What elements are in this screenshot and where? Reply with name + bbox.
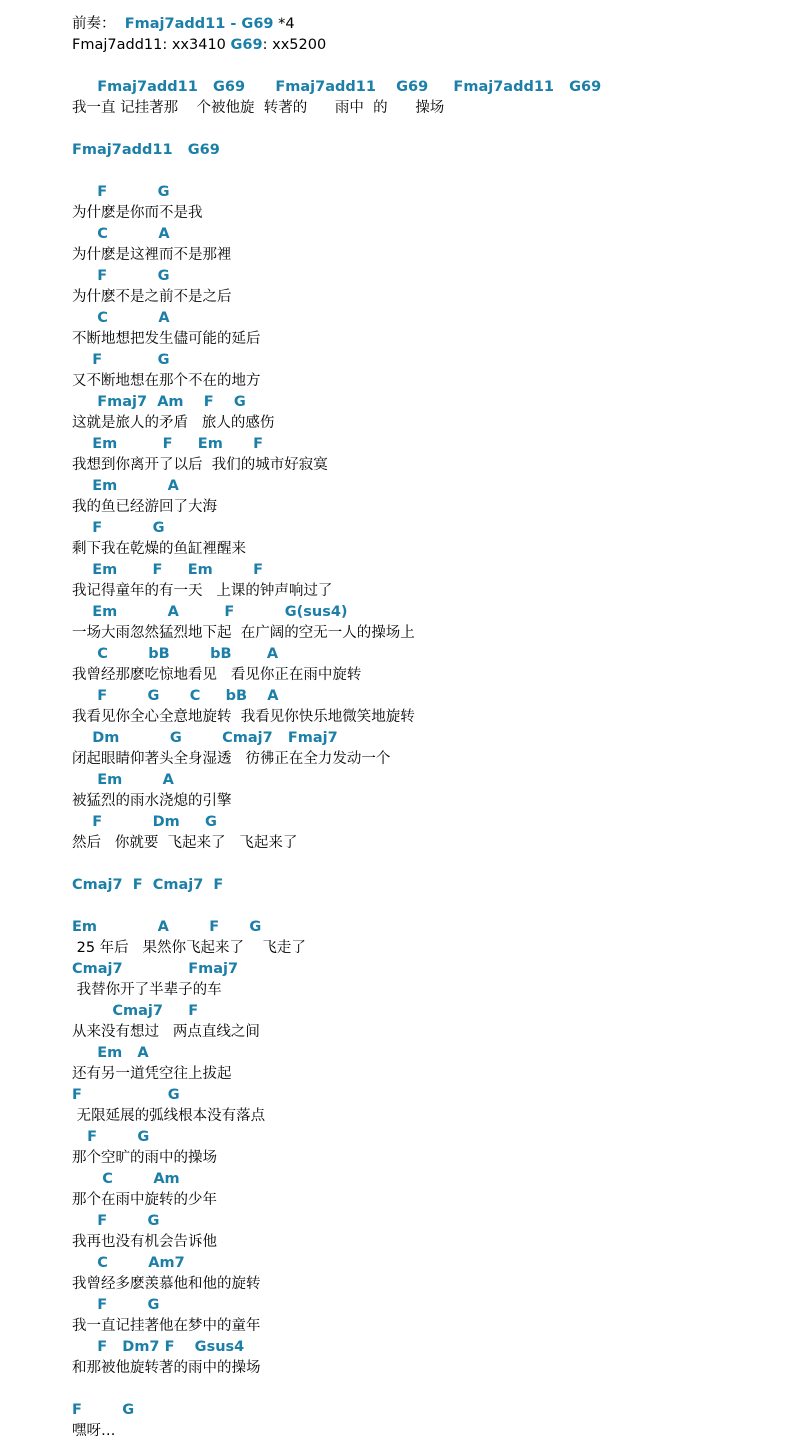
chord-line: Fmaj7add11 G69: [72, 142, 220, 158]
section-interlude: [72, 854, 793, 896]
blank-line: [72, 1379, 793, 1400]
chord-line: Cmaj7 Fmaj7: [72, 961, 239, 977]
blank-line: [72, 161, 793, 182]
chord-line: Em A F G(sus4): [72, 604, 348, 620]
chord-line: Em A: [72, 1045, 149, 1061]
lyric-line: 闭起眼睛仰著头全身湿透 彷彿正在全力发动一个: [72, 751, 391, 767]
lyric-line: 25 年后 果然你飞起来了 飞走了: [72, 940, 306, 956]
song-body: [0, 77, 793, 1442]
lyric-line: 从来没有想过 两点直线之间: [72, 1024, 260, 1040]
chord-line: C bB bB A: [72, 646, 279, 662]
lyric-line: 为什麽不是之前不是之后: [72, 289, 232, 305]
chord-line: Em A: [72, 478, 179, 494]
intro-line-1: [72, 14, 793, 35]
intro-repeat: *4: [273, 16, 295, 32]
lyric-line: 剩下我在乾燥的鱼缸裡醒来: [72, 541, 246, 557]
lyric-line: 然后 你就要 飞起来了 飞起来了: [72, 835, 298, 851]
section-verse-intro: [72, 77, 793, 161]
lyric-line: 我的鱼已经游回了大海: [72, 499, 217, 515]
chord-line: C A: [72, 310, 170, 326]
lyric-line: 我想到你离开了以后 我们的城市好寂寞: [72, 457, 328, 473]
lyric-line: 我再也没有机会告诉他: [72, 1234, 217, 1250]
lyric-line: 我记得童年的有一天 上课的钟声响过了: [72, 583, 333, 599]
lyric-line: 嘿呀…: [72, 1423, 116, 1439]
blank-line: [72, 896, 793, 917]
lyric-line: 一场大雨忽然猛烈地下起 在广阔的空无一人的操场上: [72, 625, 415, 641]
gap-1: [0, 56, 793, 77]
lyric-line: 无限延展的弧线根本没有落点: [72, 1108, 266, 1124]
chord-line: C Am: [72, 1171, 180, 1187]
chord-line: Em A: [72, 772, 174, 788]
lyric-line: 又不断地想在那个不在的地方: [72, 373, 261, 389]
section-outro: [72, 1379, 793, 1442]
chord-line: F G: [72, 352, 170, 368]
intro-block: [0, 14, 793, 56]
intro-tab-line: [72, 35, 793, 56]
lyric-line: 被猛烈的雨水浇熄的引擎: [72, 793, 232, 809]
chord-line: Fmaj7 Am F G: [72, 394, 246, 410]
intro-label: 前奏：: [72, 16, 125, 32]
blank-line: [72, 119, 793, 140]
intro-chords: Fmaj7add11 - G69: [124, 16, 274, 32]
section-verse-2: [72, 896, 793, 1379]
chord-line: F G: [72, 268, 170, 284]
chord-line: C A: [72, 226, 170, 242]
chord-line: F G: [72, 184, 170, 200]
tab-suffix: : xx5200: [262, 37, 327, 53]
lyric-line: 这就是旅人的矛盾 旅人的感伤: [72, 415, 275, 431]
chord-line: F G: [72, 1213, 160, 1229]
lyric-line: 我一直 记挂著那 个被他旋 转著的 雨中 的 操场: [72, 100, 445, 116]
chord-line: F G: [72, 1402, 135, 1418]
blank-line: [72, 854, 793, 875]
chord-line: F Dm7 F Gsus4: [72, 1339, 245, 1355]
chord-line: Em F Em F: [72, 436, 263, 452]
chord-line: Em A F G: [72, 919, 262, 935]
tab-chord-g69: G69: [230, 37, 263, 53]
lyric-line: 那个空旷的雨中的操场: [72, 1150, 217, 1166]
chord-line: Fmaj7add11 G69 Fmaj7add11 G69 Fmaj7add11 G69: [72, 79, 602, 95]
section-verse-1: [72, 161, 793, 854]
chord-line: Em F Em F: [72, 562, 263, 578]
lyric-line: 我曾经多麽羡慕他和他的旋转: [72, 1276, 261, 1292]
lyric-line: 为什麽是这裡而不是那裡: [72, 247, 232, 263]
chord-line: F G: [72, 520, 165, 536]
tab-prefix: Fmaj7add11: xx3410: [72, 37, 231, 53]
lyric-line: 我看见你全心全意地旋转 我看见你快乐地微笑地旋转: [72, 709, 415, 725]
chord-line: F G: [72, 1087, 180, 1103]
chord-line: F G: [72, 1129, 150, 1145]
lyric-line: 那个在雨中旋转的少年: [72, 1192, 217, 1208]
lyric-line: 我替你开了半辈子的车: [72, 982, 222, 998]
chord-line: Cmaj7 F: [72, 1003, 199, 1019]
lyric-line: 我一直记挂著他在梦中的童年: [72, 1318, 261, 1334]
chord-line: F G C bB A: [72, 688, 279, 704]
chord-line: Dm G Cmaj7 Fmaj7: [72, 730, 338, 746]
lyric-line: 还有另一道凭空往上拔起: [72, 1066, 232, 1082]
lyric-line: 和那被他旋转著的雨中的操场: [72, 1360, 261, 1376]
lyric-line: 我曾经那麽吃惊地看见 看见你正在雨中旋转: [72, 667, 362, 683]
chord-line: Cmaj7 F Cmaj7 F: [72, 877, 224, 893]
chord-line: C Am7: [72, 1255, 185, 1271]
lyric-line: 为什麽是你而不是我: [72, 205, 203, 221]
lyric-line: 不断地想把发生儘可能的延后: [72, 331, 261, 347]
chord-line: F Dm G: [72, 814, 217, 830]
chord-line: F G: [72, 1297, 160, 1313]
